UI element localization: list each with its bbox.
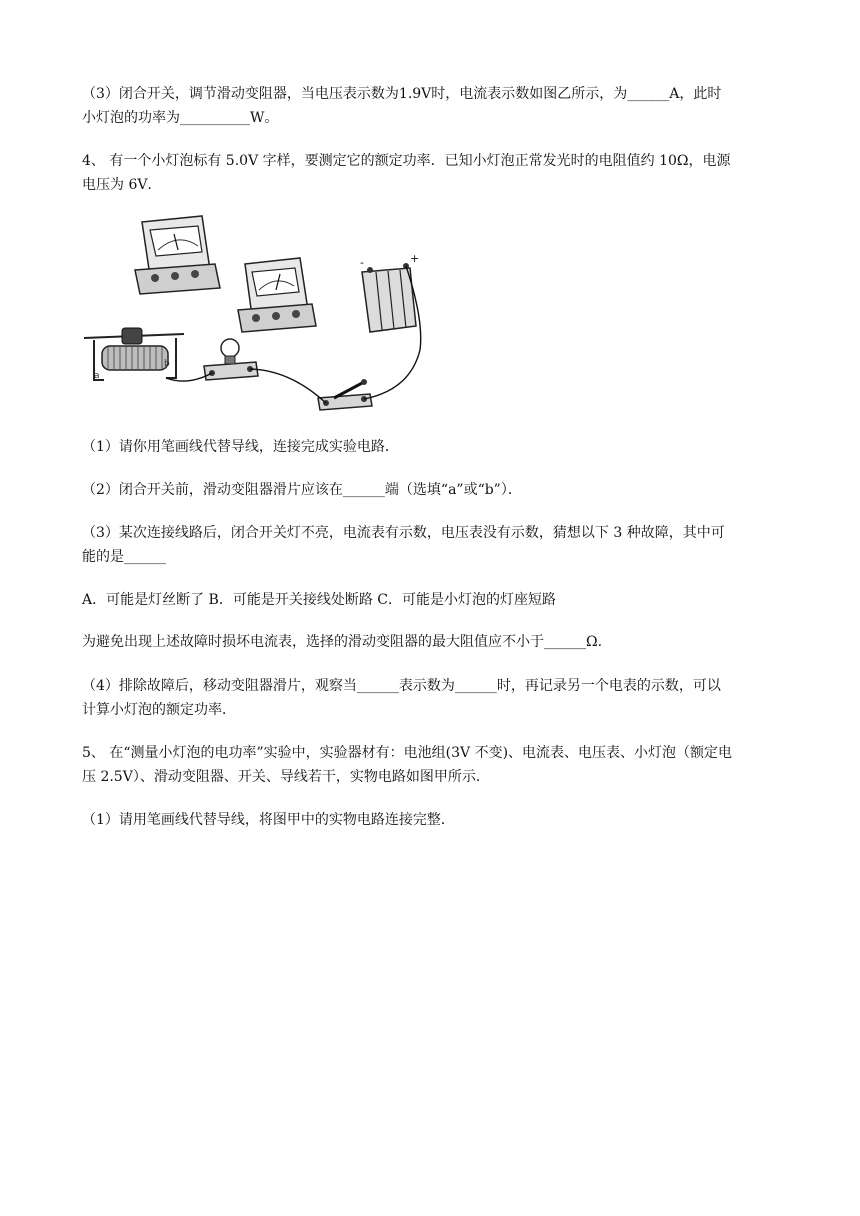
rheostat-a-label: a <box>94 371 100 381</box>
q4-sub-2: （2）闭合开关前，滑动变阻器滑片应该在______端（选填“a”或“b”）． <box>82 482 522 498</box>
q3-line-2: 小灯泡的功率为__________W。 <box>82 110 279 126</box>
q3-line-1: （3）闭合开关，调节滑动变阻器，当电压表示数为1.9V时，电流表示数如图乙所示，为______A，此时 <box>82 86 722 102</box>
q5-stem-line-1: 5、 在“测量小灯泡的电功率”实验中，实验器材有：电池组(3V 不变)、电流表、电压表、小灯泡（额定电 <box>82 745 733 761</box>
q5-stem-line-2: 压 2.5V）、滑动变阻器、开关、导线若干，实物电路如图甲所示． <box>82 769 490 785</box>
q5-sub-1: （1）请用笔画线代替导线，将图甲中的实物电路连接完整． <box>82 812 455 828</box>
q4-sub-4-line-1: （4）排除故障后，移动变阻器滑片，观察当______表示数为______时，再记录另一个电表的示数，可以 <box>82 678 721 694</box>
q4-sub-1: （1）请你用笔画线代替导线，连接完成实验电路． <box>82 439 399 455</box>
q4-sub-4-line-2: 计算小灯泡的额定功率． <box>82 702 236 718</box>
rheostat-b-label: b <box>164 359 170 369</box>
battery-minus-label: - <box>360 256 364 269</box>
q4-protect-note: 为避免出现上述故障时损坏电流表，选择的滑动变阻器的最大阻值应不小于______Ω. <box>82 634 603 650</box>
q4-options: A．可能是灯丝断了 B．可能是开关接线处断路 C．可能是小灯泡的灯座短路 <box>82 592 557 608</box>
battery-plus-label: + <box>410 252 420 265</box>
circuit-apparatus-figure <box>80 210 425 415</box>
q4-stem-line-1: 4、 有一个小灯泡标有 5.0V 字样，要测定它的额定功率．已知小灯泡正常发光时的电阻值约 10Ω，电源 <box>82 153 731 169</box>
q4-sub-3-line-2: 能的是______ <box>82 549 166 565</box>
q4-stem-line-2: 电压为 6V． <box>82 177 162 193</box>
q4-sub-3-line-1: （3）某次连接线路后，闭合开关灯不亮，电流表有示数，电压表没有示数，猜想以下 3 种故障，其中可 <box>82 525 725 541</box>
